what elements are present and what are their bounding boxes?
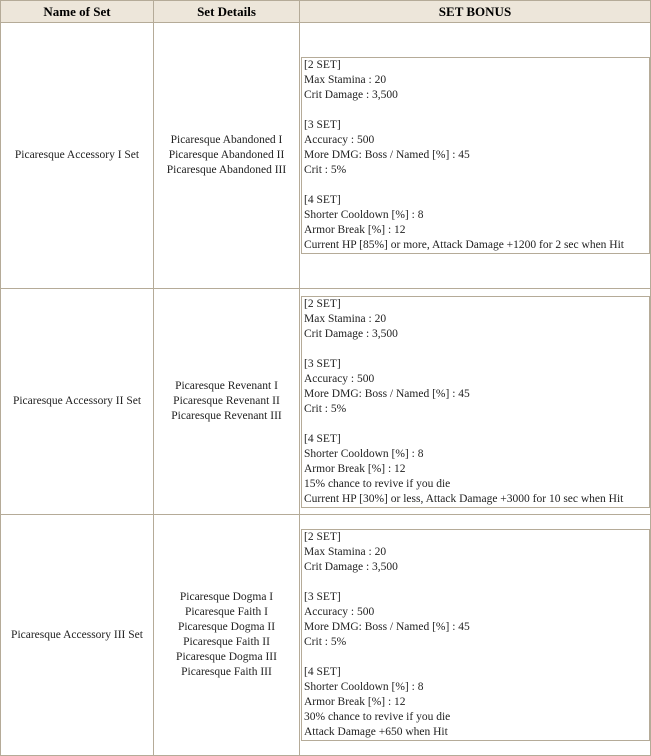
- bonus-tier-heading: [2 SET]: [304, 531, 341, 543]
- bonus-tier-heading: [4 SET]: [304, 666, 341, 678]
- set-detail-item: Picaresque Faith I: [184, 606, 269, 618]
- set-detail-item: Picaresque Revenant II: [173, 395, 280, 407]
- set-detail-item: Picaresque Abandoned III: [166, 164, 287, 176]
- set-detail-item: Picaresque Abandoned II: [168, 149, 285, 161]
- bonus-stat-line: Attack Damage +650 when Hit: [304, 726, 448, 738]
- bonus-stat-line: Crit Damage : 3,500: [304, 327, 398, 340]
- header-name-of-set: Name of Set: [1, 1, 154, 23]
- bonus-tier-heading: [3 SET]: [304, 591, 341, 603]
- set-bonus-cell: [300, 23, 651, 289]
- bonus-stat-line: Current HP [85%] or more, Attack Damage +1200 for 2 sec when Hit: [304, 239, 624, 251]
- bonus-stat-line: Max Stamina : 20: [304, 546, 387, 558]
- bonus-group-gap: [304, 650, 649, 665]
- set-detail-item: Picaresque Revenant III: [171, 410, 282, 422]
- bonus-stat-line: Shorter Cooldown [%] : 8: [304, 681, 424, 693]
- table-row: [1, 289, 651, 515]
- set-bonus-box: [301, 57, 650, 254]
- header-row: [1, 1, 651, 23]
- bonus-stat-line: More DMG: Boss / Named [%] : 45: [304, 149, 470, 161]
- bonus-stat-line: Accuracy : 500: [304, 134, 375, 146]
- bonus-tier-heading: [4 SET]: [304, 194, 341, 206]
- bonus-stat-line: Shorter Cooldown [%] : 8: [304, 209, 424, 221]
- set-detail-item: Picaresque Faith III: [181, 666, 272, 678]
- bonus-stat-line: Accuracy : 500: [304, 606, 375, 618]
- bonus-tier-heading: [3 SET]: [304, 357, 341, 370]
- bonus-stat-line: Max Stamina : 20: [304, 312, 387, 325]
- bonus-stat-line: Accuracy : 500: [304, 372, 375, 385]
- set-details-cell: [154, 289, 300, 515]
- set-detail-item: Picaresque Dogma III: [176, 651, 277, 663]
- bonus-group-gap: [304, 178, 649, 193]
- set-detail-item: Picaresque Faith II: [183, 636, 270, 648]
- bonus-stat-line: Crit : 5%: [304, 402, 347, 415]
- set-bonus-box: [301, 529, 650, 741]
- set-details-cell: [154, 23, 300, 289]
- set-detail-item: Picaresque Dogma I: [179, 591, 274, 603]
- set-detail-item: Picaresque Dogma II: [177, 621, 276, 633]
- bonus-stat-line: Crit : 5%: [304, 636, 347, 648]
- set-bonus-cell: [300, 515, 651, 756]
- bonus-stat-line: Armor Break [%] : 12: [304, 224, 406, 236]
- bonus-group-gap: [304, 575, 649, 590]
- bonus-tier-heading: [2 SET]: [304, 297, 341, 310]
- bonus-group-gap: [304, 103, 649, 118]
- bonus-tier-heading: [3 SET]: [304, 119, 341, 131]
- bonus-stat-line: 15% chance to revive if you die: [304, 477, 451, 490]
- set-detail-item: Picaresque Abandoned I: [170, 134, 283, 146]
- bonus-stat-line: More DMG: Boss / Named [%] : 45: [304, 387, 470, 400]
- table-body: [1, 23, 651, 756]
- bonus-stat-line: Current HP [30%] or less, Attack Damage +3000 for 10 sec when Hit: [304, 492, 624, 505]
- bonus-stat-line: Crit Damage : 3,500: [304, 561, 398, 573]
- bonus-tier-heading: [4 SET]: [304, 432, 341, 445]
- bonus-stat-line: 30% chance to revive if you die: [304, 711, 451, 723]
- table-row: [1, 515, 651, 756]
- table-row: [1, 23, 651, 289]
- bonus-stat-line: Armor Break [%] : 12: [304, 696, 406, 708]
- bonus-stat-line: Crit Damage : 3,500: [304, 89, 398, 101]
- bonus-group-gap: [304, 417, 649, 432]
- bonus-stat-line: Max Stamina : 20: [304, 74, 387, 86]
- set-bonus-box: [301, 296, 650, 508]
- set-detail-item: Picaresque Revenant I: [175, 380, 278, 392]
- set-details-cell: [154, 515, 300, 756]
- header-set-details: Set Details: [154, 1, 300, 23]
- bonus-stat-line: More DMG: Boss / Named [%] : 45: [304, 621, 470, 633]
- set-bonus-cell: [300, 289, 651, 515]
- header-set-bonus: SET BONUS: [300, 1, 651, 23]
- bonus-tier-heading: [2 SET]: [304, 59, 341, 71]
- bonus-stat-line: Armor Break [%] : 12: [304, 462, 406, 475]
- bonus-stat-line: Crit : 5%: [304, 164, 347, 176]
- bonus-stat-line: Shorter Cooldown [%] : 8: [304, 447, 424, 460]
- set-name-cell: Picaresque Accessory II Set: [1, 289, 154, 515]
- set-name-cell: Picaresque Accessory III Set: [1, 515, 154, 756]
- set-name-cell: Picaresque Accessory I Set: [1, 23, 154, 289]
- bonus-group-gap: [304, 342, 649, 357]
